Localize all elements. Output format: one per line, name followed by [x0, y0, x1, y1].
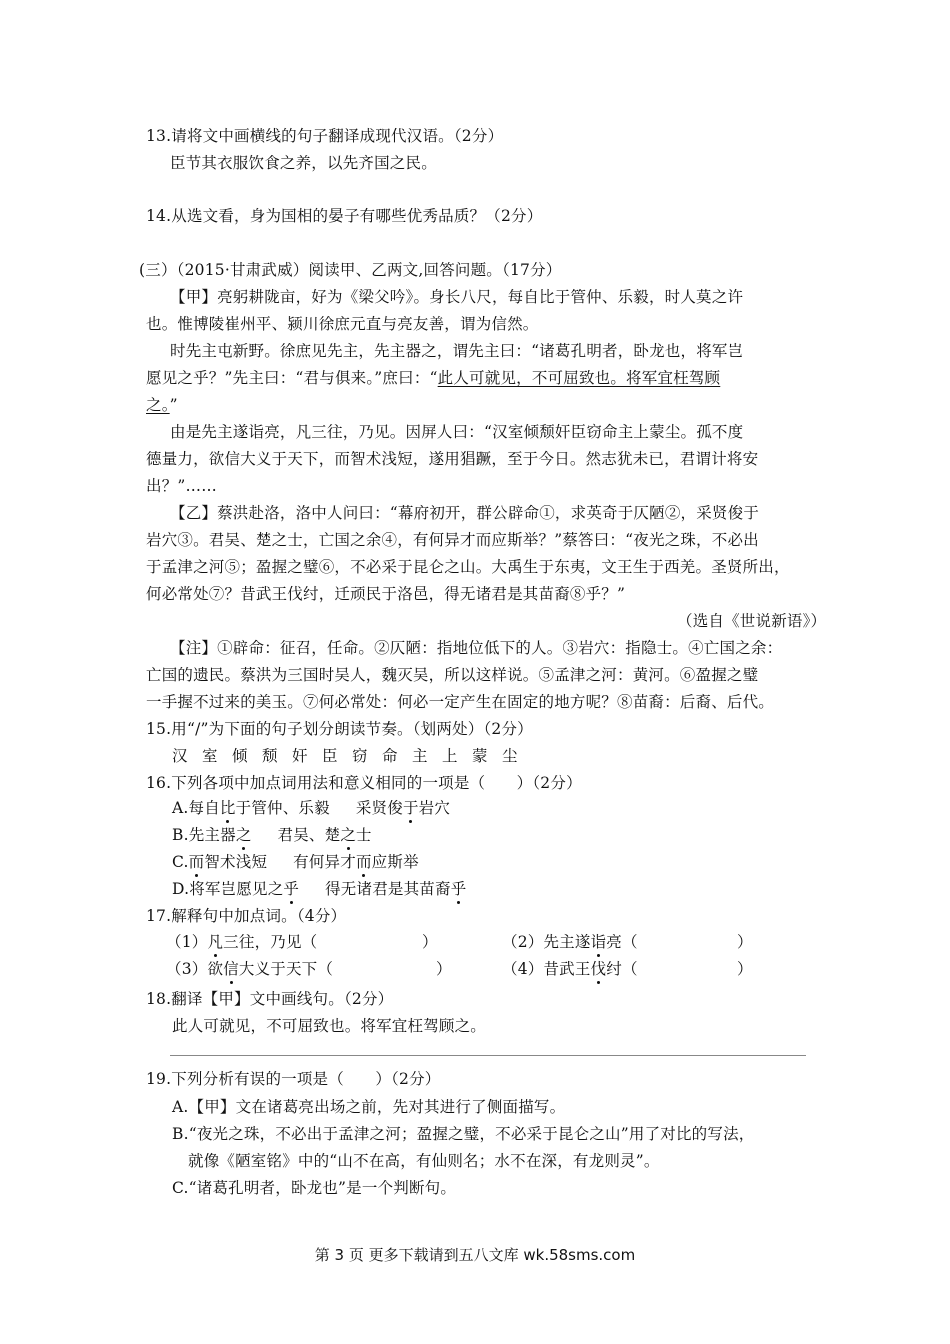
q16-option-a — [172, 798, 450, 818]
yi-line2: 岩穴③。君吴、楚之士，亡国之余④，有何异才而应斯举？”蔡答曰：“夜光之珠，不必出 — [146, 531, 759, 549]
option-text: 采贤俊 — [355, 799, 403, 817]
q16-option-b — [172, 825, 372, 845]
item-text: （4）昔武王 — [502, 960, 591, 978]
item-text: 大义于天下（ — [238, 960, 334, 978]
q17-item2 — [502, 932, 638, 952]
q18-sentence: 此人可就见，不可屈致也。将军宜枉驾顾之。 — [172, 1017, 487, 1035]
rhythm-char: 室 — [202, 747, 218, 765]
option-text: A.每自 — [172, 799, 220, 817]
option-text: 有何异才 — [293, 853, 356, 871]
rhythm-char: 上 — [442, 747, 458, 765]
option-text: 岩穴 — [418, 799, 451, 817]
dotted-word: 乎 — [283, 880, 300, 898]
yi-line1: 【乙】蔡洪赴洛，洛中人问曰：“幕府初开，群公辟命①，求英奇于仄陋②，采贤俊于 — [170, 504, 760, 522]
option-text: 于管仲、乐毅 — [235, 799, 330, 817]
q18-title: 18.翻译【甲】文中画线句。（2分） — [146, 990, 394, 1008]
q17-item1 — [166, 932, 317, 952]
option-text: 得无诸君是其苗裔 — [325, 880, 451, 898]
jia-p1-line2: 也。惟博陵崔州平、颍川徐庶元直与亮友善，谓为信然。 — [146, 315, 539, 333]
item-text: （3）欲 — [166, 960, 224, 978]
option-text: 士 — [356, 826, 372, 844]
q17-item3 — [166, 959, 333, 979]
option-text: B.先主器 — [172, 826, 236, 844]
q16-option-d — [172, 879, 466, 899]
rhythm-char: 颓 — [262, 747, 278, 765]
q17-item3-close: ） — [436, 960, 452, 978]
item-text: （1） — [166, 933, 208, 951]
dotted-word: 而 — [355, 853, 372, 871]
jia-p2-line2-text: 愿见之乎？”先主曰：“君与俱来。”庶曰：“ — [146, 369, 438, 387]
q17-item2-close: ） — [737, 933, 753, 951]
q13-sentence: 臣节其衣服饮食之养，以先齐国之民。 — [170, 154, 437, 172]
dotted-word: 比 — [219, 799, 236, 817]
q19-option-c: C.“诸葛孔明者，卧龙也”是一个判断句。 — [172, 1179, 457, 1197]
q17-title: 17.解释句中加点词。（4分） — [146, 907, 347, 925]
q17-item4-close: ） — [737, 960, 753, 978]
jia-quote-close: ” — [169, 396, 178, 414]
option-text: 应斯举 — [371, 853, 419, 871]
notes-line1: 【注】①辟命：征召，任命。②仄陋：指地位低下的人。③岩穴：指隐士。④亡国之余： — [170, 639, 783, 657]
rhythm-char: 尘 — [502, 747, 518, 765]
page-footer: 第 3 页 更多下载请到五八文库 wk.58sms.com — [314, 1246, 636, 1264]
q13-title: 13.请将文中画横线的句子翻译成现代汉语。（2分） — [146, 127, 504, 145]
jia-p1-line1: 【甲】亮躬耕陇亩，好为《梁父吟》。身长八尺，每自比于管仲、乐毅，时人莫之许 — [170, 288, 744, 306]
q16-option-c — [172, 852, 419, 872]
dotted-word: 伐 — [590, 960, 607, 978]
dotted-word: 凡 — [207, 933, 224, 951]
option-text: D.将军岂愿见之 — [172, 880, 284, 898]
dotted-word: 于 — [402, 799, 419, 817]
jia-p2-line2 — [146, 368, 720, 388]
q19-option-b-line1: B.“夜光之珠，不必出于孟津之河；盈握之璧，不必采于昆仑之山”用了对比的写法， — [172, 1125, 755, 1143]
notes-line3: 一手握不过来的美玉。⑦何必常处：何必一定产生在固定的地方呢？⑧苗裔：后裔、后代。 — [146, 693, 775, 711]
q17-item1-close: ） — [422, 933, 438, 951]
dotted-word: 之 — [340, 826, 357, 844]
jia-p3-line2: 德量力，欲信大义于天下，而智术浅短，遂用猖蹶，至于今日。然志犹未已，君谓计将安 — [146, 450, 759, 468]
option-text: 智术浅短 — [204, 853, 268, 871]
rhythm-char: 汉 — [172, 747, 188, 765]
yi-source: （选自《世说新语》） — [677, 612, 827, 630]
rhythm-char: 命 — [382, 747, 398, 765]
jia-p3-line3: 出？”…… — [146, 477, 217, 495]
q14-title: 14.从选文看，身为国相的晏子有哪些优秀品质？（2分） — [146, 207, 543, 225]
jia-p2-line3 — [146, 395, 178, 415]
rhythm-char: 倾 — [232, 747, 248, 765]
notes-line2: 亡国的遗民。蔡洪为三国时吴人，魏灭吴，所以这样说。⑤孟津之河：黄河。⑥盈握之璧 — [146, 666, 759, 684]
item-text: （2）先主遂 — [502, 933, 591, 951]
dotted-word: 信 — [223, 960, 239, 978]
rhythm-char: 窃 — [352, 747, 368, 765]
dotted-word: 诣 — [590, 933, 607, 951]
dotted-word: 乎 — [450, 880, 467, 898]
item-text: 亮（ — [606, 933, 638, 951]
rhythm-char: 臣 — [322, 747, 338, 765]
q19-option-a: A.【甲】文在诸葛亮出场之前，先对其进行了侧面描写。 — [172, 1098, 566, 1116]
q15-title: 15.用“/”为下面的句子划分朗读节奏。（划两处）（2分） — [146, 720, 533, 738]
jia-underlined-end: 之。 — [146, 396, 170, 414]
dotted-word: 而 — [188, 853, 205, 871]
yi-line4: 何必常处⑦？昔武王伐纣，迁顽民于洛邑，得无诸君是其苗裔⑧乎？” — [146, 585, 626, 603]
q19-title: 19.下列分析有误的一项是（ ）（2分） — [146, 1070, 441, 1088]
q17-item4 — [502, 959, 638, 979]
item-text: 纣（ — [606, 960, 638, 978]
rhythm-char: 蒙 — [472, 747, 488, 765]
jia-p3-line1: 由是先主遂诣亮，凡三往，乃见。因屏人曰：“汉室倾颓奸臣窃命主上蒙尘。孤不度 — [170, 423, 744, 441]
dotted-word: 之 — [235, 826, 252, 844]
yi-line3: 于孟津之河⑤；盈握之璧⑥，不必采于昆仑之山。大禹生于东夷，文王生于西羌。圣贤所出， — [146, 558, 790, 576]
q19-option-b-line2: 就像《陋室铭》中的“山不在高，有仙则名；水不在深，有龙则灵”。 — [188, 1152, 660, 1170]
option-text: 君吴、楚 — [277, 826, 341, 844]
rhythm-char: 奸 — [292, 747, 308, 765]
jia-p2-line1: 时先主屯新野。徐庶见先主，先主器之，谓先主曰：“诸葛孔明者，卧龙也，将军岂 — [170, 342, 744, 360]
option-text: C. — [172, 853, 189, 871]
answer-line — [170, 1055, 806, 1056]
rhythm-char: 主 — [412, 747, 428, 765]
item-text: 三往，乃见（ — [223, 933, 318, 951]
q16-title: 16.下列各项中加点词用法和意义相同的一项是（ ）（2分） — [146, 774, 582, 792]
section3-heading: (三）（2015·甘肃武威）阅读甲、乙两文,回答问题。（17分） — [139, 261, 562, 279]
q15-rhythm-sentence — [172, 746, 532, 766]
jia-underlined-sentence: 此人可就见，不可屈致也。将军宜枉驾顾 — [437, 369, 721, 387]
